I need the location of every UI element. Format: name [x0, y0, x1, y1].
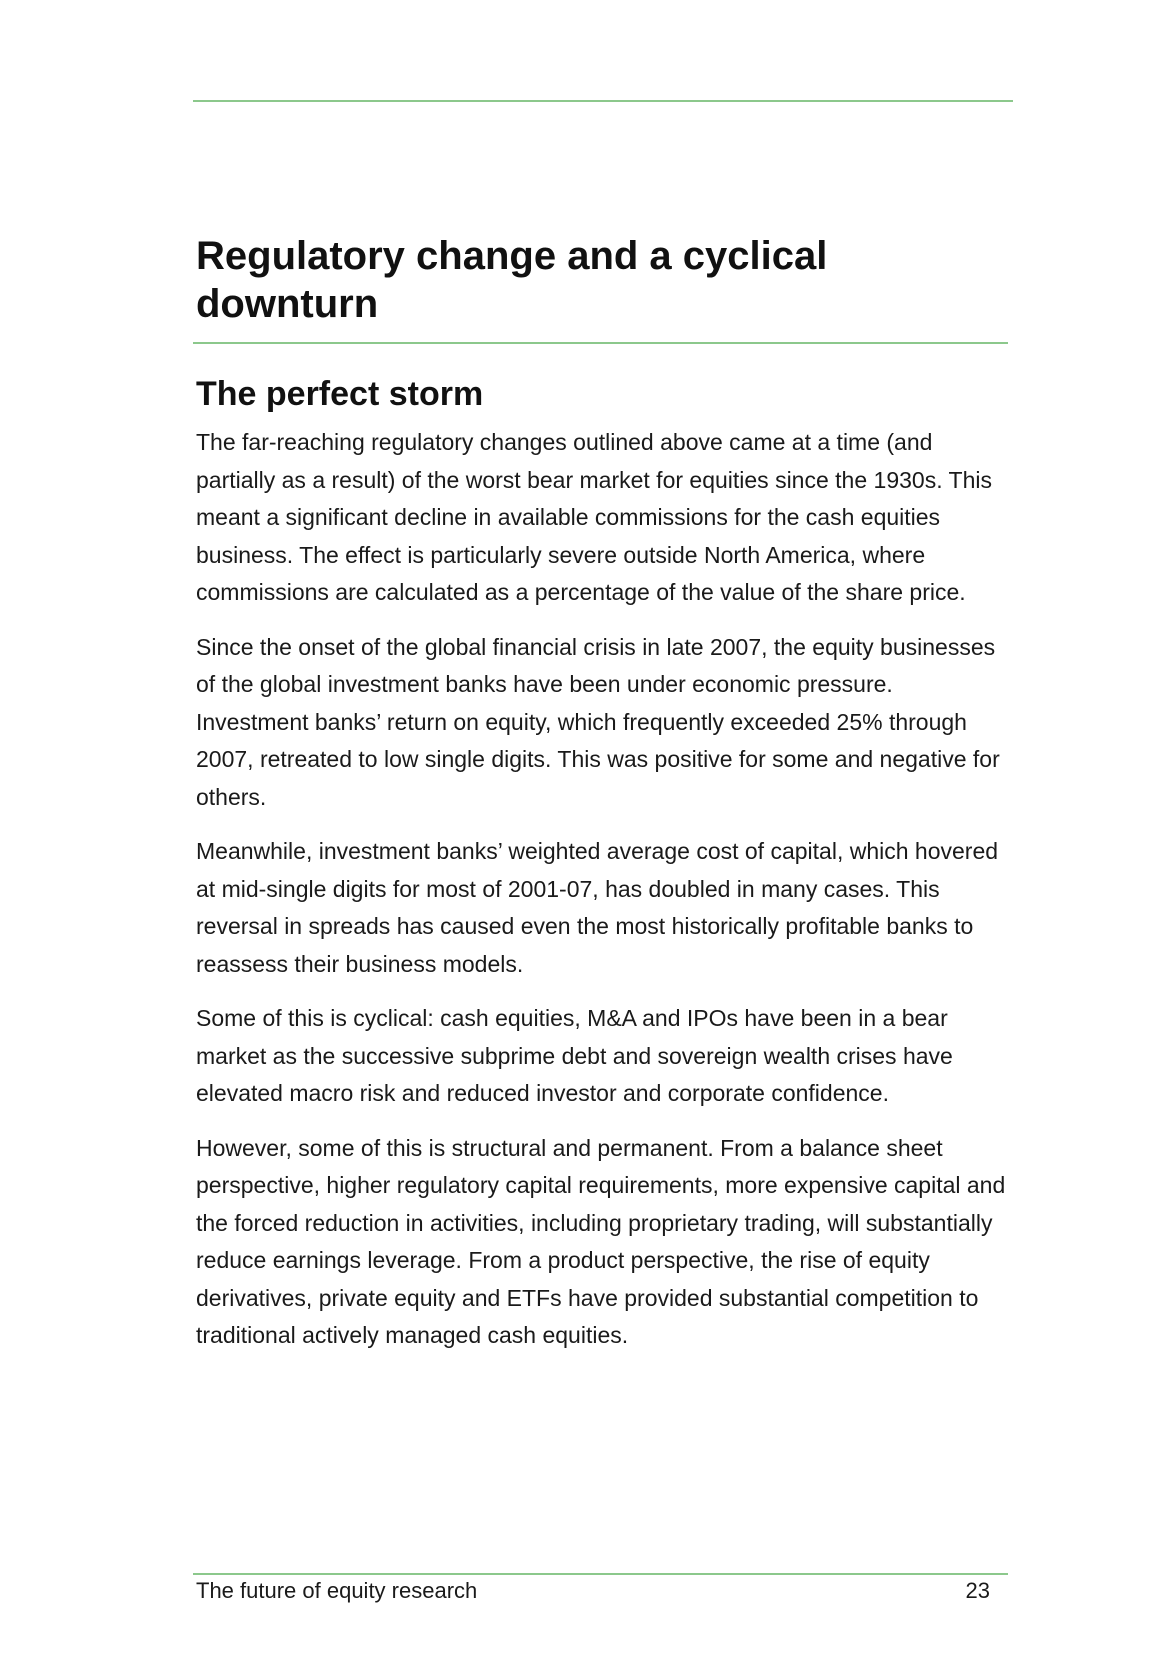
- page-content: [196, 232, 1016, 1372]
- chapter-title: Regulatory change and a cyclical downturn: [196, 234, 828, 326]
- paragraph-4: Some of this is cyclical: cash equities, M&A and IPOs have been in a bear market as the successive subprime debt and sovereign wealth crises have elevated macro risk and reduced investor and corporate confidence.: [196, 1005, 953, 1106]
- paragraph-5: However, some of this is structural and permanent. From a balance sheet perspective, higher regulatory capital requirements, more expensive capital and the forced reduction in activities, including proprietary trading, will substantially reduce earnings leverage. From a product perspective, the rise of equity derivatives, private equity and ETFs have provided substantial competition to traditional actively managed cash equities.: [196, 1134, 1006, 1348]
- header-rule: [193, 100, 1013, 102]
- section-title: The perfect storm: [196, 375, 484, 413]
- paragraph-2: Since the onset of the global financial crisis in late 2007, the equity businesses of the global investment banks have been under economic pressure. Investment banks’ return on equity, which frequently exceeded 25% through 2007, retreated to low single digits. This was positive for some and negative for others.: [196, 633, 1000, 810]
- footer-rule: [193, 1573, 1008, 1575]
- title-rule: [193, 342, 1008, 344]
- page-number: 23: [965, 1578, 990, 1603]
- paragraph-1: The far-reaching regulatory changes outlined above came at a time (and partially as a result) of the worst bear market for equities since the 1930s. This meant a significant decline in available commissions for the cash equities business. The effect is particularly severe outside North America, where commissions are calculated as a percentage of the value of the share price.: [196, 429, 993, 605]
- paragraph-3: Meanwhile, investment banks’ weighted average cost of capital, which hovered at mid-single digits for most of 2001-07, has doubled in many cases. This reversal in spreads has caused even the most historically profitable banks to reassess their business models.: [196, 838, 999, 977]
- footer-title: The future of equity research: [196, 1578, 478, 1603]
